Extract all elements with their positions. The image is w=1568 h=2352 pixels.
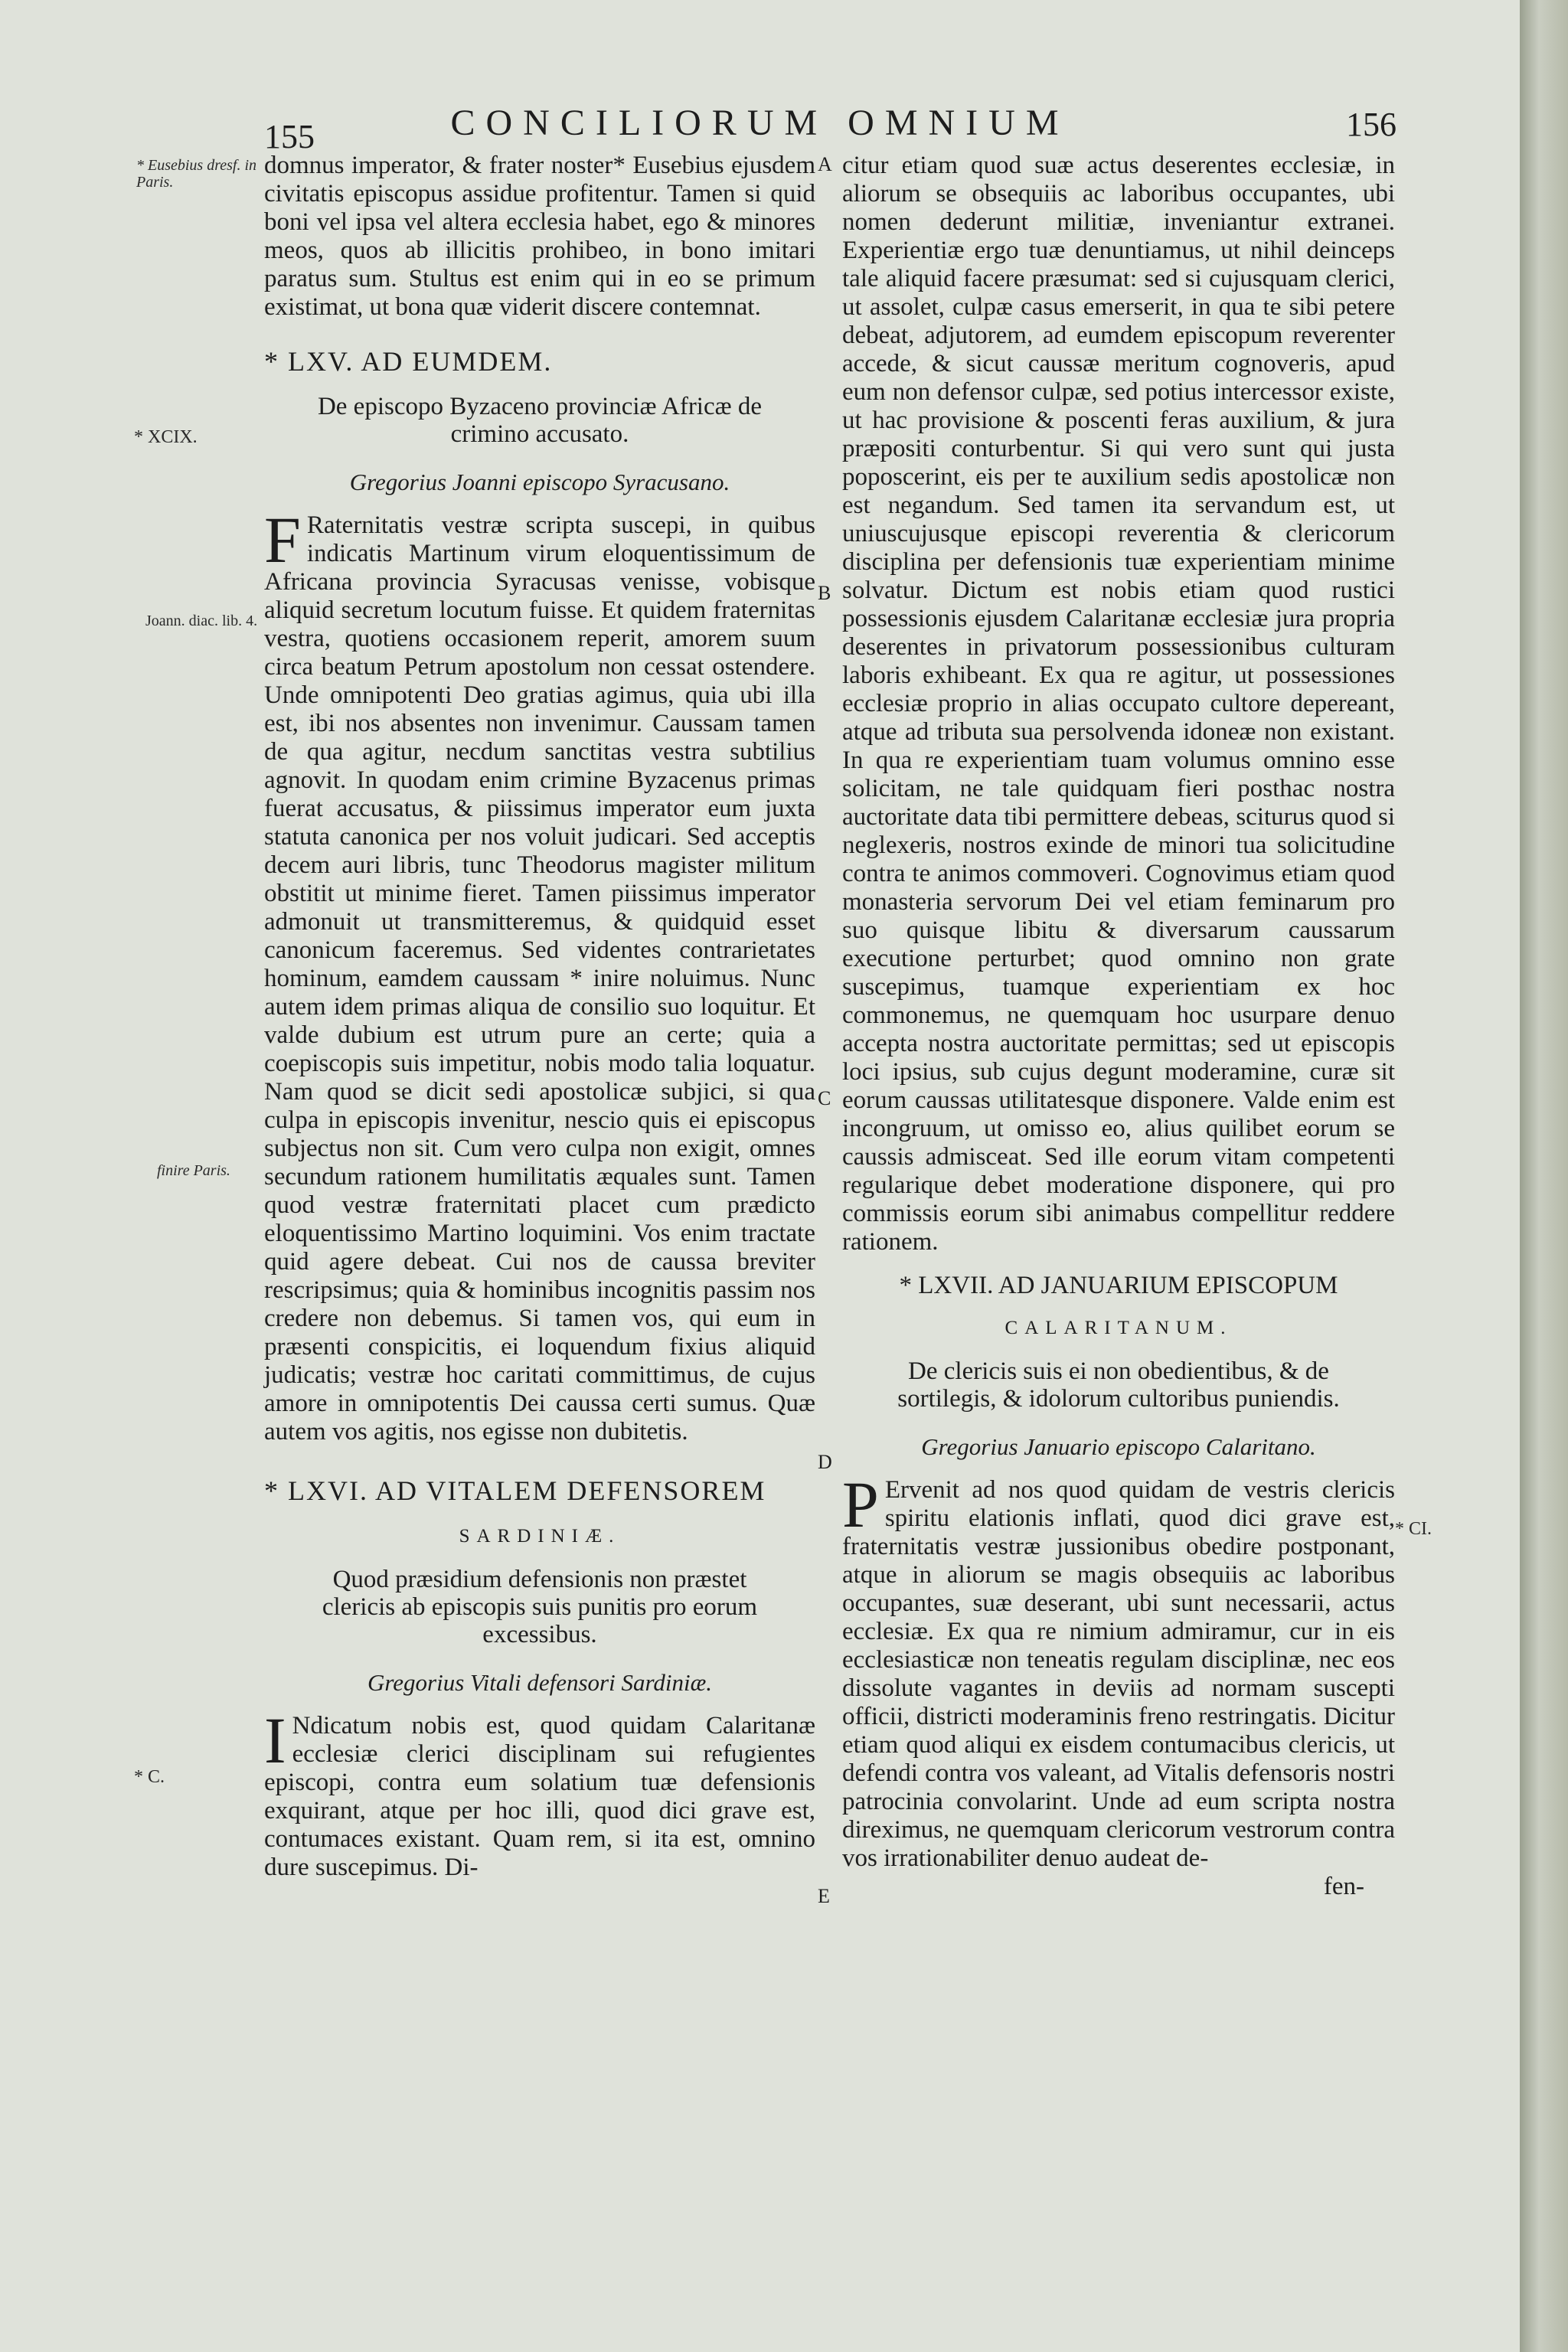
letter-lxv-summary: De episcopo Byzaceno provinciæ Africæ de crimino accusato. [317,393,763,448]
letter-lxvii-body [842,1468,1395,1873]
letter-lxvii-text: Ervenit ad nos quod quidam de vestris clericis spiritu elationis inflati, quod dici grave est, fraternitatis vestræ jussionibus obedire postponant, atque in aliorum se magis obsequiis ac laboribus occupantes, suæ deserant, ubi sunt necessarii, actus ecclesiæ. Ex qua re nimium admiramur, cur in eis ecclesiasticæ non teneatis regulam disciplinæ, nec eos dissolute vagantes in deviis ad normam suscepti officii, districti moderaminis freno restringatis. Dicitur etiam quod aliqui ex eisdem contumacibus clericis, ut defendi contra vos valeant, ad Vitalis defensoris nostri patrocinia convolarint. Unde ad eum scripta nostra direximus, ne quemquam clericorum vestrorum contra vos irrationabiliter denuo audeat de- [842,1476,1395,1872]
section-mark-b: B [818,582,831,604]
left-column [264,152,815,1882]
letter-lxvi-dropcap: I [264,1704,286,1777]
letter-lxvii-address: Gregorius Januario episcopo Calaritano. [921,1433,1316,1460]
page-header [0,96,1520,155]
section-mark-d: D [818,1451,832,1473]
margin-note-c: * C. [134,1767,165,1787]
letter-lxv-text: Raternitatis vestræ scripta suscepi, in quibus indicatis Martinum virum eloquentissimum de Africana provincia Syracusas venisse, vobisque aliquid secretum locutum fuisse. Et quidem fraternitas vestra, quotiens occasionem reperit, amorem suum circa beatum Petrum apostolum non cessat ostendere. Unde omnipotenti Deo gratias agimus, quia ubi illa est, ibi nos absentes non invenimur. Caussam tamen de qua agitur, necdum sanctitas vestra subtilius agnovit. In quodam enim crimine Byzacenus primas fuerat accusatus, & piissimus imperator eum juxta statuta canonica per nos voluit judicari. Sed acceptis decem auri libris, tunc Theodorus magister militum obstitit ut minime fieret. Tamen piissimus imperator admonuit ut transmitteremus, & quidquid esset canonicum faceremus. Sed videntes contrarietates hominum, eamdem caussam * inire noluimus. Nunc autem idem primas aliqua de consilio suo loquitur. Et valde dubium est utrum pure an certe; quia a coepiscopis suis impetitur, nobis modo talia loquatur. Nam quod se dicit sedi apostolicæ subjici, si qua culpa in episcopis invenitur, nescio quis ei episcopus subjectus non sit. Cum vero culpa non exigit, omnes secundum rationem humilitatis æquales sunt. Tamen quod vestræ fraternitati placet cum prædicto eloquentissimo Martino loquimini. Vos enim tractate quid agere debeat. Cui nos de caussa breviter rescripsimus; quia & hominibus incognitis passim nos credere non debemus. Si tamen vos, qui eum in præsenti conspicitis, ei loquendum fixius aliquid judicatis; vestræ hoc caritati committimus, de cujus amore in omnipotentis Dei caussa certi sumus. Quæ autem vos agitis, nos egisse non dubitetis. [264,511,815,1446]
margin-note-eusebius: * Eusebius dresf. in Paris. [136,157,257,191]
letter-lxvii-summary: De clericis suis ei non obedientibus, & de sortilegis, & idolorum cultoribus puniendis. [897,1357,1340,1413]
margin-note-ci: * CI. [1395,1519,1432,1539]
letter-lxvi-address: Gregorius Vitali defensori Sardiniæ. [367,1669,713,1696]
letter-lxv-body [264,503,815,1446]
letter-lxvi-text: Ndicatum nobis est, quod quidam Calaritanæ ecclesiæ clerici disciplinam sui refugientes episcopi, contra eum solatium tuæ defensionis exquirant, atque per hoc illi, quod dici grave est, contumaces existant. Quam rem, si ita est, omnino dure suscepimus. Di- [264,1712,815,1881]
right-continuation-paragraph: citur etiam quod suæ actus deserentes ecclesiæ, in aliorum se obsequiis ac laboribus occupantes, ubi nomen dederunt militiæ, inveniantur extranei. Experientiæ ergo tuæ denuntiamus, ut nihil deinceps tale aliquid facere præsumat: sed si cujusquam clerici, ut assolet, culpæ casus emerserit, in qua te sibi petere debeat, adjutorem, ad eumdem episcopum reverenter accede, & sicut caussæ meritum cognoveris, apud eum non defensor culpæ, sed potius intercessor existe, ut hac provisione & poscenti feras auxilium, & jura præpositi conturbentur. Si qui vero sunt qui justa poposcerint, eis per te auxilium sedis apostolicæ non est negandum. Sed tamen ita servandum est, ut uniuscujusque episcopi reverentia & clericorum disciplina per defensionis tuæ experientiam minime solvatur. Dictum est nobis etiam quod rustici possessionis ejusdem Calaritanæ ecclesiæ jura propria deserentes in privatorum possessionibus culturam laboris exhibeant. Ex qua re agitur, ut possessiones ecclesiæ proprio in alias occupato cultore depereant, atque ad tributa sua persolvenda idoneæ non existant. In qua re experientiam tuam volumus omnino esse solicitam, ne tale quidquam fieri posthac nostra auctoritate data tibi permittere debeas, sciturus quod si neglexeris, nostros exinde de minori tua solicitudine contra te animos commoveri. Cognovimus etiam quod monasteria servorum Dei vel etiam feminarum pro suo quisque libitu & diversarum caussarum executione perturbet; quod omnino non grate suscepimus, tuamque experientiam ex hoc commonemus, ne quemquam hoc usurpare denuo accepta nostra auctoritate permittas; sed ut episcopis loci ipsius, sub cujus degunt moderamine, curæ sit eorum caussas utilitatesque disponere. Valde enim est incongruum, ut omisso eo, alius quilibet eorum se caussis admisceat. Sed ille eorum vitam competenti regularique debet moderatione disponere, qui pro commissis eorum sibi animabus compellitur reddere rationem. [842,152,1395,1256]
margin-note-joann: Joann. diac. lib. 4. [145,612,258,629]
letter-lxvi-subheading: SARDINIÆ. [459,1526,621,1547]
left-intro-paragraph: domnus imperator, & frater noster* Eusebius ejusdem civitatis episcopus assidue profitentur. Tamen si quid boni vel ipsa vel altera ecclesia habet, ego & minores meos, quos ab illicitis prohibeo, in bono imitari paratus sum. Stultus est enim qui in eo se primum existimat, ut bona quæ viderit discere contemnat. [264,152,815,321]
letter-lxv-address: Gregorius Joanni episcopo Syracusano. [349,469,730,495]
page-number-left: 155 [264,118,315,155]
letter-lxvi-summary: Quod præsidium defensionis non præstet clericis ab episcopis suis punitis pro eorum excessibus. [322,1566,758,1648]
letter-lxv-heading: * LXV. AD EUMDEM. [264,346,553,377]
running-title: CONCILIORUM OMNIUM [450,103,1070,143]
margin-note-finire: finire Paris. [157,1162,230,1179]
letter-lxv-dropcap: F [264,503,301,577]
margin-note-xcix: * XCIX. [134,427,198,447]
section-mark-a: A [818,153,832,175]
right-column [842,152,1395,1901]
letter-lxvi-heading: * LXVI. AD VITALEM DEFENSOREM [264,1475,766,1506]
adjacent-page-edge [1520,0,1568,2352]
letter-lxvii-heading: * LXVII. AD JANUARIUM EPISCOPUM [899,1272,1338,1299]
catchword: fen- [1323,1873,1364,1900]
letter-lxvii-dropcap: P [842,1468,879,1541]
page-number-right: 156 [1346,106,1396,143]
letter-lxvii-subheading: CALARITANUM. [1004,1318,1233,1338]
section-mark-c: C [818,1087,831,1109]
section-mark-e: E [818,1885,830,1907]
letter-lxvi-body [264,1704,815,1882]
